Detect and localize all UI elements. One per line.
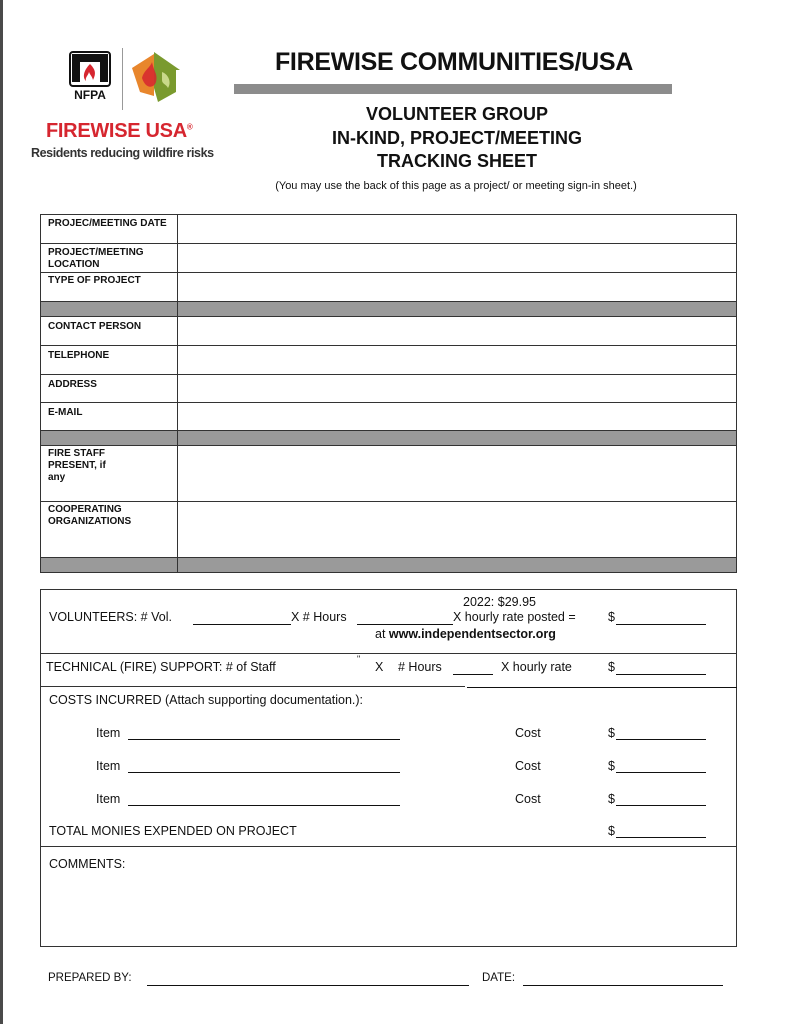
technical-total-field[interactable] [616, 674, 706, 675]
section-line [467, 687, 737, 688]
firewise-house-logo [128, 48, 184, 104]
cost-dollar-sign: $ [608, 792, 615, 806]
rate-source: at www.independentsector.org [375, 627, 556, 641]
volunteer-hours-label: X # Hours [291, 610, 347, 624]
comments-label: COMMENTS: [49, 857, 126, 871]
date-label: DATE: [482, 972, 516, 984]
rate-source-link[interactable]: www.independentsector.org [388, 627, 556, 641]
subtitle-line: VOLUNTEER GROUP [365, 104, 548, 124]
prepared-by-field[interactable] [147, 985, 469, 986]
nfpa-text: NFPA [74, 88, 106, 102]
label-address: ADDRESS [41, 375, 178, 402]
firewise-brand-name: FIREWISE USA® [46, 120, 193, 142]
volunteer-total-field[interactable] [616, 624, 706, 625]
divider-cell [41, 558, 178, 572]
cost-item-field[interactable] [128, 805, 400, 806]
label-telephone: TELEPHONE [41, 346, 178, 374]
cost-tracking-box [40, 589, 737, 947]
cost-label: Cost [515, 759, 541, 773]
page-title: FIREWISE COMMUNITIES/USA [274, 48, 634, 76]
cost-label: Cost [515, 726, 541, 740]
volunteer-rate-label: X hourly rate posted = [453, 610, 576, 624]
comments-field[interactable] [41, 870, 736, 946]
page-edge [0, 0, 3, 1024]
technical-hours-field[interactable] [453, 674, 493, 675]
label-fire-staff: FIRE STAFF PRESENT, if any [41, 446, 178, 501]
row-address[interactable] [41, 375, 736, 403]
volunteer-hours-field[interactable] [357, 624, 453, 625]
sheet-subtitle [234, 103, 680, 174]
title-rule [234, 84, 672, 94]
row-project-type[interactable] [41, 273, 736, 302]
row-cooperating-orgs[interactable] [41, 502, 736, 558]
cost-item-label: Item [96, 792, 121, 806]
sign-in-note: (You may use the back of this page as a project/ or meeting sign-in sheet.) [275, 180, 637, 192]
divider-cell [41, 302, 178, 316]
cost-amount-field[interactable] [616, 772, 706, 773]
subtitle-line: TRACKING SHEET [376, 151, 537, 171]
staff-count-mark[interactable]: " [357, 654, 361, 664]
volunteer-rate-year: 2022: $29.95 [463, 595, 536, 609]
total-label: TOTAL MONIES EXPENDED ON PROJECT [49, 824, 297, 838]
label-meeting-date: PROJEC/MEETING DATE [41, 215, 178, 243]
divider-cell [41, 431, 178, 445]
date-field[interactable] [523, 985, 723, 986]
cost-item-field[interactable] [128, 772, 400, 773]
row-meeting-date[interactable] [41, 215, 736, 244]
total-dollar-sign: $ [608, 824, 615, 838]
section-line [41, 686, 465, 687]
label-contact-person: CONTACT PERSON [41, 317, 178, 345]
subtitle-line: IN-KIND, PROJECT/MEETING [331, 127, 582, 148]
cost-amount-field[interactable] [616, 805, 706, 806]
technical-support-label: TECHNICAL (FIRE) SUPPORT: # of Staff [46, 660, 276, 674]
row-contact-person[interactable] [41, 317, 736, 346]
label-project-type: TYPE OF PROJECT [41, 273, 178, 301]
nfpa-logo [66, 50, 114, 106]
row-email[interactable] [41, 403, 736, 431]
cost-label: Cost [515, 792, 541, 806]
section-divider [41, 431, 736, 446]
cost-item-label: Item [96, 726, 121, 740]
total-amount-field[interactable] [616, 837, 706, 838]
cost-amount-field[interactable] [616, 739, 706, 740]
cost-dollar-sign: $ [608, 759, 615, 773]
project-info-table [40, 214, 737, 573]
prepared-by-label: PREPARED BY: [48, 972, 132, 984]
costs-heading: COSTS INCURRED (Attach supporting documentation.): [49, 693, 364, 707]
technical-hours-label: # Hours [398, 660, 442, 674]
label-cooperating-orgs: COOPERATING ORGANIZATIONS [41, 502, 178, 557]
volunteer-dollar-sign: $ [608, 610, 615, 624]
section-line [41, 846, 736, 847]
technical-dollar-sign: $ [608, 660, 615, 674]
row-meeting-location[interactable] [41, 244, 736, 273]
cost-item-field[interactable] [128, 739, 400, 740]
cost-item-label: Item [96, 759, 121, 773]
firewise-tagline: Residents reducing wildfire risks [31, 146, 214, 160]
label-meeting-location: PROJECT/MEETING LOCATION [41, 244, 178, 272]
volunteers-label: VOLUNTEERS: # Vol. [49, 610, 172, 624]
section-divider [41, 558, 736, 572]
label-email: E-MAIL [41, 403, 178, 430]
row-telephone[interactable] [41, 346, 736, 375]
section-divider [41, 302, 736, 317]
cost-dollar-sign: $ [608, 726, 615, 740]
technical-x-label: X [375, 660, 384, 674]
volunteer-count-field[interactable] [193, 624, 291, 625]
technical-rate-label: X hourly rate [501, 660, 572, 674]
logo-divider [122, 48, 123, 110]
row-fire-staff[interactable] [41, 446, 736, 502]
section-line [41, 653, 736, 654]
